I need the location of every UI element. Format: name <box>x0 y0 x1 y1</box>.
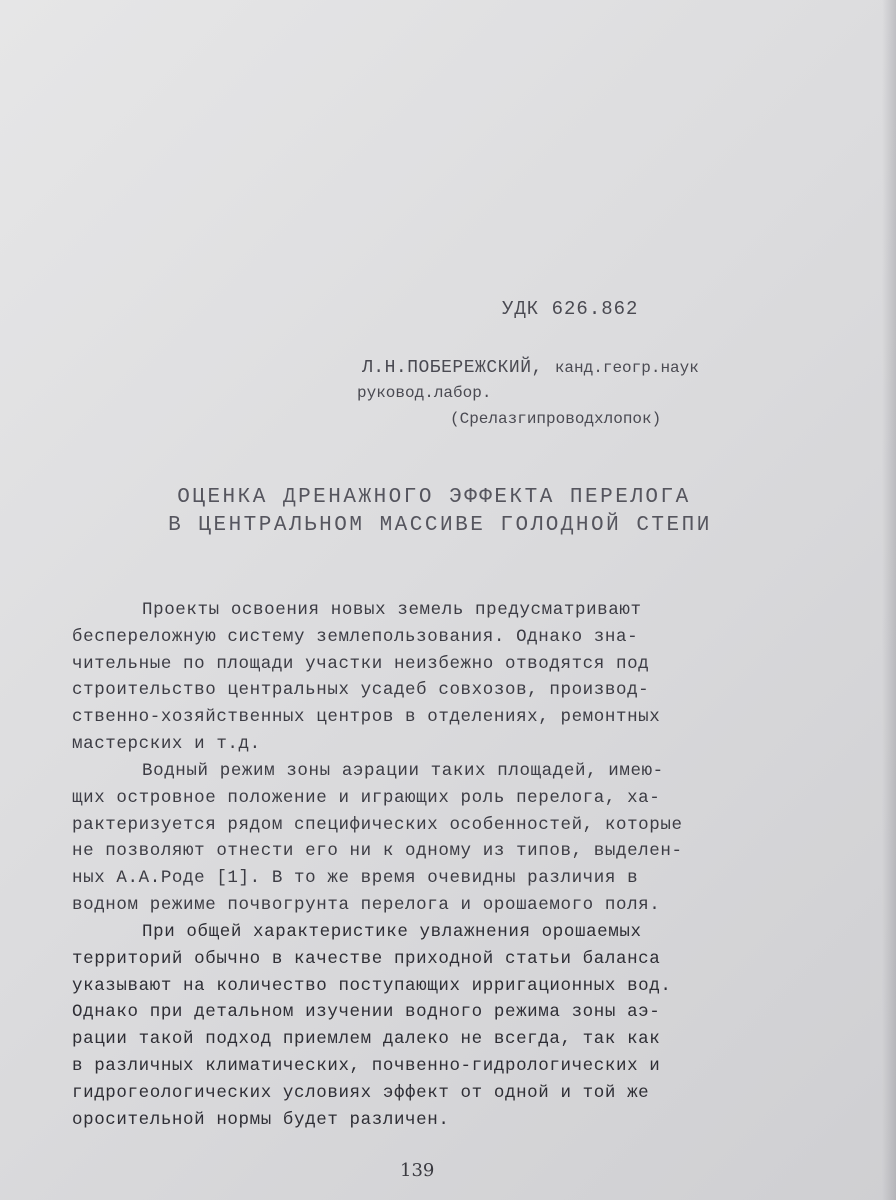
paragraph-line: указывают на количество поступающих ирригационных вод. <box>72 975 672 996</box>
paragraph-line: в различных климатических, почвенно-гидрологических и <box>72 1055 661 1076</box>
paragraph-line: водном режиме почвогрунта перелога и орошаемого поля. <box>72 894 661 915</box>
paragraph-line: не позволяют отнести его ни к одному из типов, выделен- <box>72 841 683 862</box>
author-position: руковод.лабор. <box>357 384 492 402</box>
paragraph-2 <box>72 758 792 919</box>
paragraph-line: беспереложную систему землепользования. Однако зна- <box>72 626 639 647</box>
paragraph-line: ных А.А.Роде [1]. В то же время очевидны различия в <box>72 868 639 889</box>
article-title-line-1: ОЦЕНКА ДРЕНАЖНОГО ЭФФЕКТА ПЕРЕЛОГА <box>177 486 691 509</box>
paragraph-line: мастерских и т.д. <box>72 733 261 754</box>
paragraph-line: рактеризуется рядом специфических особенностей, которые <box>72 814 683 835</box>
paragraph-line: ственно-хозяйственных центров в отделениях, ремонтных <box>72 707 661 728</box>
paragraph-line: Проекты освоения новых земель предусматривают <box>142 600 642 620</box>
author-name: Л.Н.ПОБЕРЕЖСКИЙ, <box>362 358 543 378</box>
article-title-line-2: В ЦЕНТРАЛЬНОМ МАССИВЕ ГОЛОДНОЙ СТЕПИ <box>168 514 712 537</box>
paragraph-line: строительство центральных усадеб совхозов, производ- <box>72 680 650 701</box>
page-number: 139 <box>400 1160 435 1181</box>
paragraph-line: Однако при детальном изучении водного режима зоны аэ- <box>72 1002 661 1023</box>
paragraph-line: оросительной нормы будет различен. <box>72 1109 450 1130</box>
author-degree: канд.геогр.наук <box>554 359 699 377</box>
paragraph-line: чительные по площади участки неизбежно отводятся под <box>72 653 650 674</box>
author-line <box>362 358 699 378</box>
paragraph-line: гидрогеологических условиях эффект от одной и той же <box>72 1082 650 1103</box>
paragraph-line: территорий обычно в качестве приходной статьи баланса <box>72 948 661 969</box>
paragraph-line: щих островное положение и играющих роль перелога, ха- <box>72 787 661 808</box>
paragraph-3 <box>72 919 792 1133</box>
paragraph-line: При общей характеристике увлажнения орошаемых <box>142 922 642 942</box>
paragraph-1 <box>72 597 792 758</box>
udc-code: УДК 626.862 <box>502 298 639 320</box>
author-organization: (Срелазгипроводхлопок) <box>450 410 662 428</box>
paragraph-line: Водный режим зоны аэрации таких площадей, имею- <box>142 761 664 781</box>
page-edge-shadow <box>882 0 896 1200</box>
paragraph-line: рации такой подход приемлем далеко не всегда, так как <box>72 1029 661 1050</box>
